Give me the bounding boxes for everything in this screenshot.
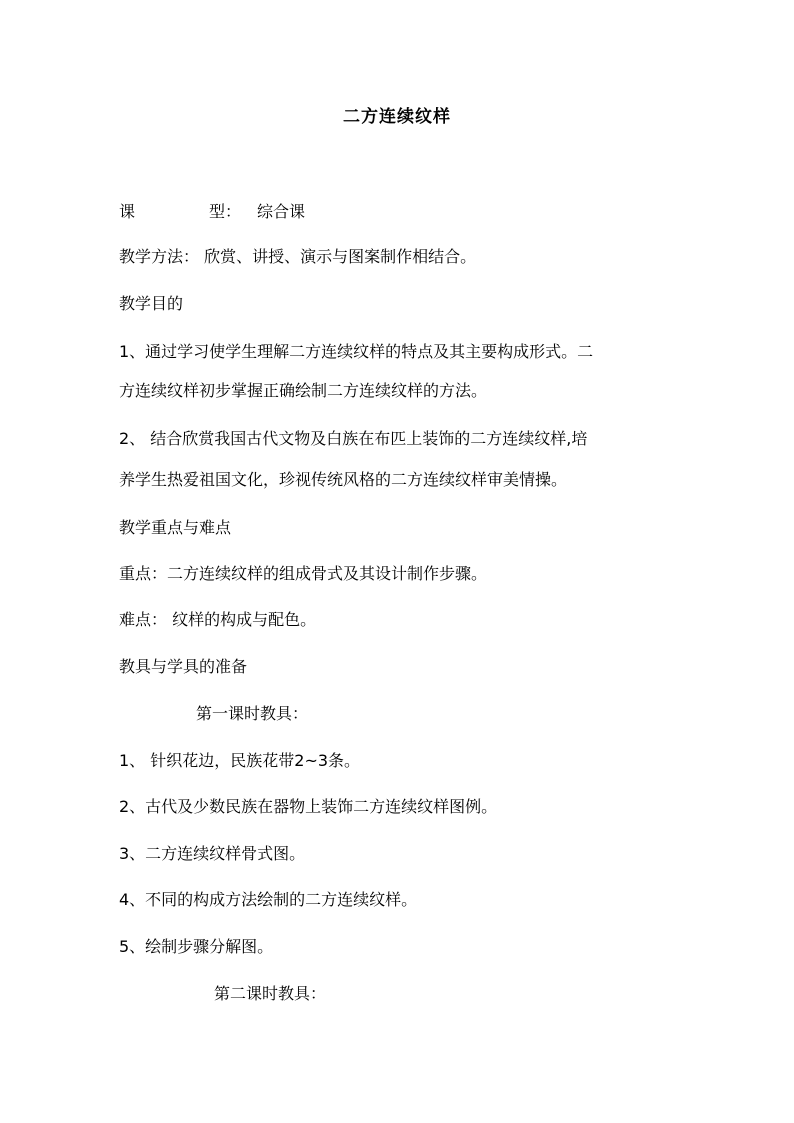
key-points-heading: 教学重点与难点 bbox=[119, 518, 232, 537]
key-point-line: 重点：二方连续纹样的组成骨式及其设计制作步骤。 bbox=[119, 564, 488, 583]
lesson-type-label-a: 课 bbox=[119, 202, 136, 221]
lesson-type-label-b: 型： bbox=[209, 202, 242, 221]
difficulty-line: 难点： 纹样的构成与配色。 bbox=[119, 610, 317, 629]
objectives-heading: 教学目的 bbox=[119, 294, 184, 313]
tool-item-4: 4、不同的构成方法绘制的二方连续纹样。 bbox=[119, 890, 418, 909]
lesson-type-line bbox=[119, 201, 305, 223]
lesson-type-value: 综合课 bbox=[257, 202, 306, 221]
tools-heading: 教具与学具的准备 bbox=[119, 657, 248, 676]
objective-2-line-2: 养学生热爱祖国文化，珍视传统风格的二方连续纹样审美情操。 bbox=[119, 470, 568, 489]
document-title: 二方连续纹样 bbox=[343, 107, 451, 127]
tool-item-1: 1、 针织花边，民族花带2~3条。 bbox=[119, 751, 361, 770]
second-lesson-heading: 第二课时教具： bbox=[214, 984, 327, 1003]
tool-item-5: 5、绘制步骤分解图。 bbox=[119, 937, 274, 956]
objective-2-line-1: 2、 结合欣赏我国古代文物及白族在布匹上装饰的二方连续纹样,培 bbox=[119, 429, 588, 448]
objective-1-line-2: 方连续纹样初步掌握正确绘制二方连续纹样的方法。 bbox=[119, 381, 488, 400]
tool-item-2: 2、古代及少数民族在器物上装饰二方连续纹样图例。 bbox=[119, 797, 498, 816]
objective-1-line-1: 1、通过学习使学生理解二方连续纹样的特点及其主要构成形式。二 bbox=[119, 342, 594, 361]
teaching-method-line: 教学方法： 欣赏、讲授、演示与图案制作相结合。 bbox=[119, 247, 477, 266]
tool-item-3: 3、二方连续纹样骨式图。 bbox=[119, 844, 306, 863]
first-lesson-heading: 第一课时教具： bbox=[196, 704, 309, 723]
